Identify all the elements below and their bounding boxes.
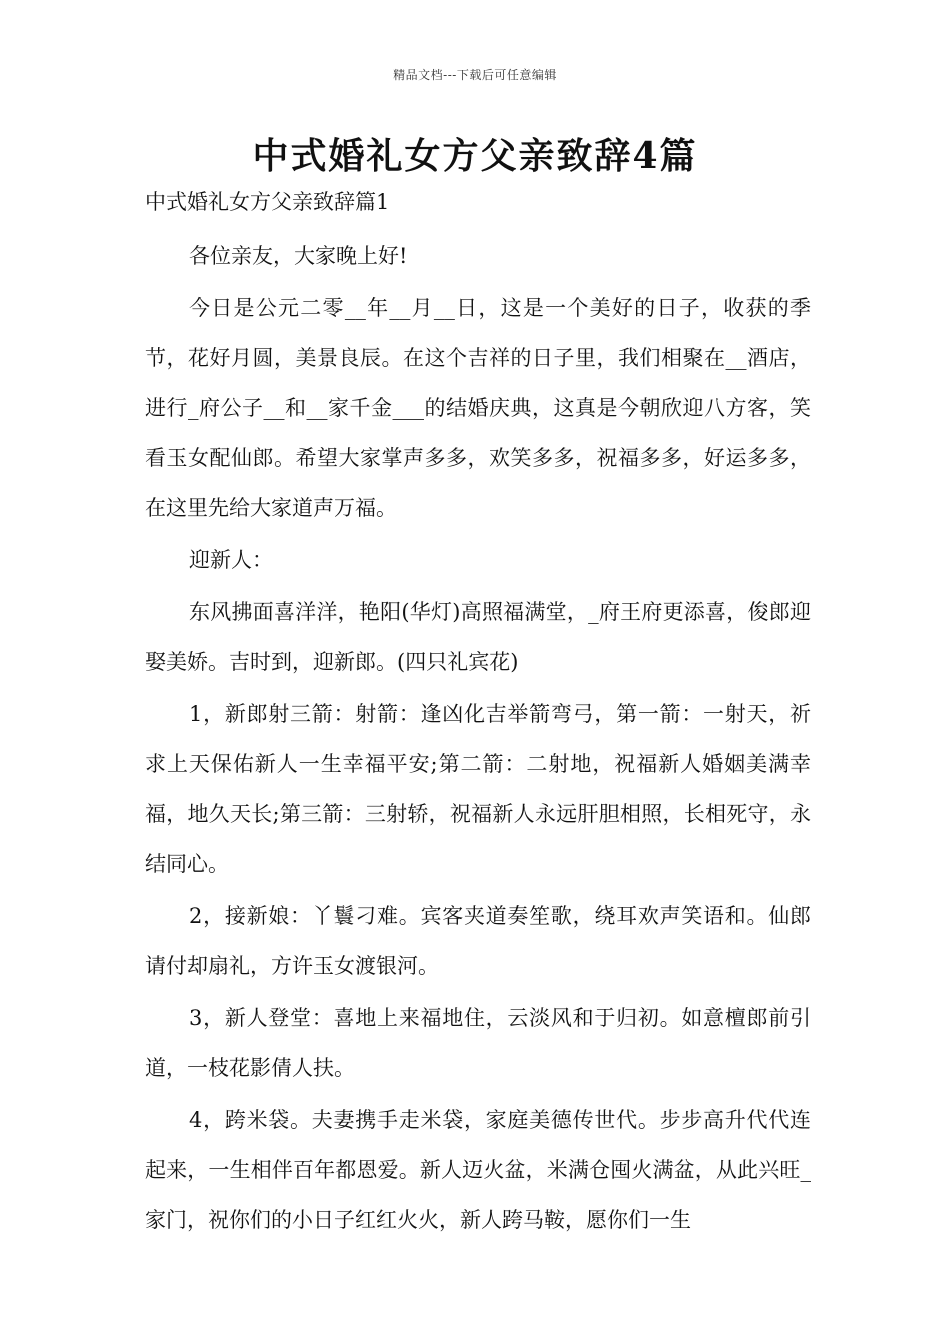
paragraph-greeting: 各位亲友，大家晚上好! — [189, 244, 408, 268]
paragraph-step-2: 2，接新娘：丫鬟刁难。宾客夹道奏笙歌，绕耳欢声笑语和。仙郎请付却扇礼，方许玉女渡银河。 — [145, 904, 811, 978]
paragraph-step-4: 4，跨米袋。夫妻携手走米袋，家庭美德传世代。步步高升代代连起来，一生相伴百年都恩爱。新人迈火盆，米满仓囤火满盆，从此兴旺_家门，祝你们的小日子红红火火，新人跨马鞍，愿你们一生 — [145, 1108, 811, 1232]
document-title: 中式婚礼女方父亲致辞4篇 — [252, 135, 698, 177]
paragraph-welcome: 东风拂面喜洋洋，艳阳(华灯)高照福满堂，_府王府更添喜，俊郎迎娶美娇。吉时到，迎新郎。(四只礼宾花) — [145, 600, 811, 674]
paragraph-opening: 今日是公元二零__年__月__日，这是一个美好的日子，收获的季节，花好月圆，美景良辰。在这个吉祥的日子里，我们相聚在__酒店，进行_府公子__和__家千金___的结婚庆典，这真是今朝欣迎八方客，笑看玉女配仙郎。希望大家掌声多多，欢笑多多，祝福多多，好运多多，在这里先给大家道声万福。 — [145, 296, 811, 520]
paragraph-step-1: 1，新郎射三箭：射箭：逢凶化吉举箭弯弓，第一箭：一射天，祈求上天保佑新人一生幸福平安;第二箭：二射地，祝福新人婚姻美满幸福，地久天长;第三箭：三射轿，祝福新人永远肝胆相照，长相死守，永结同心。 — [145, 702, 811, 876]
paragraph-step-3: 3，新人登堂：喜地上来福地住，云淡风和于归初。如意檀郎前引道，一枝花影倩人扶。 — [145, 1006, 811, 1080]
document-body — [145, 231, 811, 1247]
paragraph-welcome-heading: 迎新人： — [189, 548, 273, 572]
section-subtitle: 中式婚礼女方父亲致辞篇1 — [145, 190, 390, 214]
header-note: 精品文档---下载后可任意编辑 — [393, 68, 557, 82]
